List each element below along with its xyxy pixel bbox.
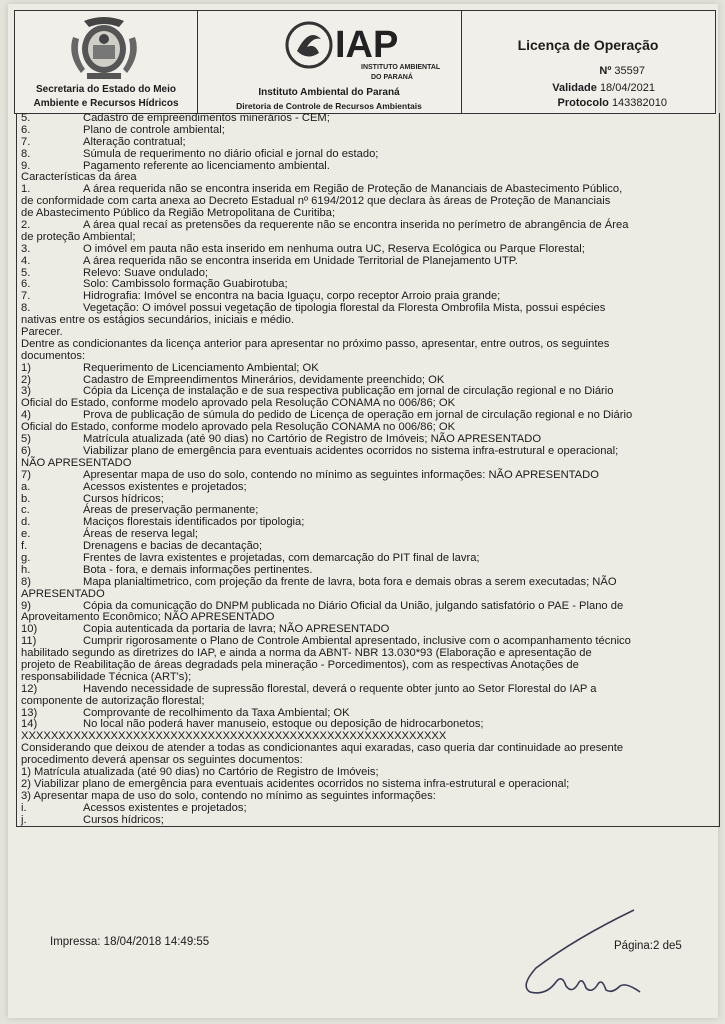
line-number: 1. bbox=[21, 183, 31, 196]
line-number: 4. bbox=[21, 254, 31, 267]
validity-date: 18/04/2021 bbox=[599, 82, 655, 94]
line-number: 9) bbox=[21, 599, 31, 612]
line-number: d. bbox=[21, 516, 31, 529]
document-line bbox=[21, 339, 715, 351]
line-text: de Abastecimento Público da Região Metropolitana de Curitiba; bbox=[21, 207, 336, 220]
line-text: Havendo necessidade de supressão florestal, deverá o requente obter junto ao Setor Florestal do IAP a bbox=[83, 682, 597, 695]
line-number: 4) bbox=[21, 409, 31, 422]
line-number: 8. bbox=[21, 147, 31, 160]
line-text: habilitado segundo as diretrizes do IAP, e ainda a norma da ABNT- NBR 13.030*93 (Elaboração e apresentação de bbox=[21, 647, 592, 660]
line-text: 2) Viabilizar plano de emergência para eventuais acidentes ocorridos no sistema infra-estrutural e operacional; bbox=[21, 777, 570, 790]
line-number: 7) bbox=[21, 468, 31, 481]
line-text: de conformidade com carta anexa ao Decreto Estadual nº 6194/2012 que declara às áreas de Proteção de Mananciais bbox=[21, 195, 611, 208]
line-text: Cadastro de empreendimentos minerários - CEM; bbox=[83, 112, 330, 124]
validity-label: Validade bbox=[552, 82, 597, 94]
line-text: No local não poderá haver manuseio, estoque ou deposição de hidrocarbonetos; bbox=[83, 718, 484, 731]
line-number: 11) bbox=[21, 635, 37, 648]
line-number: a. bbox=[21, 480, 31, 493]
line-number: 10) bbox=[21, 623, 38, 636]
line-number: 5) bbox=[21, 433, 31, 446]
protocol-row bbox=[558, 97, 667, 109]
line-text: Drenagens e bacias de decantação; bbox=[83, 540, 263, 553]
line-number: 6. bbox=[21, 123, 31, 136]
page-number: Página:2 de5 bbox=[614, 940, 682, 952]
protocol-number: 143382010 bbox=[611, 97, 667, 109]
line-text: responsabilidade Técnica (ART's); bbox=[21, 670, 192, 683]
state-coat-of-arms-icon bbox=[59, 15, 149, 83]
secretaria-line-1: Secretaria do Estado do Meio bbox=[35, 84, 177, 95]
line-text: Viabilizar plano de emergência para eventuais acidentes ocorridos no sistema infra-estrutural e operacional; bbox=[83, 444, 619, 457]
line-number: 5. bbox=[21, 112, 31, 124]
line-text: Relevo: Suave ondulado; bbox=[83, 266, 209, 279]
line-text: Matrícula atualizada (até 90 dias) no Cartório de Registro de Imóveis; NÃO APRESENTADO bbox=[83, 433, 542, 446]
line-number: 2) bbox=[21, 373, 31, 386]
validity-row bbox=[552, 82, 655, 94]
header-iap bbox=[197, 11, 462, 113]
line-number: 7. bbox=[21, 290, 31, 303]
line-number: 2. bbox=[21, 219, 31, 232]
line-text: Parecer. bbox=[21, 326, 63, 339]
line-text: Acessos existentes e projetados; bbox=[83, 480, 247, 493]
line-text: Cópia da Licença de instalação e de sua respectiva publicação em jornal de circulação regional e no Diário bbox=[83, 385, 614, 398]
line-text: Plano de controle ambiental; bbox=[83, 123, 225, 136]
line-number: 6. bbox=[21, 278, 31, 291]
license-title: Licença de Operação bbox=[517, 37, 659, 53]
line-number: j. bbox=[21, 813, 27, 826]
line-text: Cursos hídricos; bbox=[83, 492, 164, 505]
line-number: 14) bbox=[21, 718, 38, 731]
line-text: Cópia da comunicação do DNPM publicada no Diário Oficial da União, julgando satisfatório o PAE - Plano de bbox=[83, 599, 624, 612]
line-text: Solo: Cambissolo formação Guabirotuba; bbox=[83, 278, 288, 291]
line-text: Acessos existentes e projetados; bbox=[83, 801, 247, 814]
line-text: Pagamento referente ao licenciamento ambiental. bbox=[83, 159, 330, 172]
iap-logo bbox=[285, 17, 445, 85]
line-text: Apresentar mapa de uso do solo, contendo no mínimo as seguintes informações: NÃO APRESENTADO bbox=[83, 468, 599, 481]
line-text: 1) Matrícula atualizada (até 90 dias) no Cartório de Registro de Imóveis; bbox=[21, 765, 379, 778]
line-text: Vegetação: O imóvel possui vegetação de tipologia florestal da Floresta Ombrofila Mista, possui espécies bbox=[83, 302, 606, 315]
line-number: f. bbox=[21, 540, 28, 553]
document-line bbox=[21, 815, 715, 827]
line-text: Áreas de preservação permanente; bbox=[83, 504, 259, 517]
document-line bbox=[21, 577, 715, 589]
line-number: 8) bbox=[21, 575, 31, 588]
line-text: A área qual recaí as pretensões da requerente não se encontra inserida no perímetro de abrangência de Área bbox=[83, 219, 629, 232]
license-number: 35597 bbox=[614, 65, 645, 77]
iap-logo-sub2: DO PARANÁ bbox=[371, 74, 413, 81]
line-text: Alteração contratual; bbox=[83, 135, 186, 148]
document-header bbox=[14, 10, 716, 114]
iap-logo-text: IAP bbox=[335, 24, 399, 66]
line-text: Oficial do Estado, conforme modelo aprovado pela Resolução CONAMA no 006/86; OK bbox=[21, 397, 456, 410]
line-number: 3. bbox=[21, 242, 31, 255]
line-text: componente de autorização florestal; bbox=[21, 694, 205, 707]
line-text: Requerimento de Licenciamento Ambiental; OK bbox=[83, 361, 319, 374]
line-number: 9. bbox=[21, 159, 31, 172]
secretaria-line-2: Ambiente e Recursos Hídricos bbox=[33, 98, 179, 109]
line-text: Considerando que deixou de atender a todas as condicionantes aqui exaradas, caso queria dar continuidade ao presente bbox=[21, 742, 624, 755]
line-text: documentos: bbox=[21, 349, 86, 362]
signature bbox=[516, 908, 666, 1008]
line-number: 6) bbox=[21, 444, 31, 457]
line-text: A área requerida não se encontra inserida em Região de Proteção de Mananciais de Abastecimento Público, bbox=[83, 183, 623, 196]
line-text: O imóvel em pauta não esta inserido em nenhuma outra UC, Reserva Ecológica ou Parque Florestal; bbox=[83, 242, 585, 255]
line-text: projeto de Reabilitação de áreas degradads pela mineração - Porcedimentos), com as respectivas Anotações de bbox=[21, 658, 579, 671]
line-text: Maciços florestais identificados por tipologia; bbox=[83, 516, 305, 529]
license-number-row bbox=[599, 65, 645, 77]
line-text: Cursos hídricos; bbox=[83, 813, 164, 826]
line-text: Bota - fora, e demais informações pertinentes. bbox=[83, 563, 313, 576]
iap-name: Instituto Ambiental do Paraná bbox=[258, 87, 400, 98]
iap-directorate: Diretoria de Controle de Recursos Ambientais bbox=[236, 101, 422, 111]
iap-logo-sub1: INSTITUTO AMBIENTAL bbox=[361, 64, 441, 71]
line-text: Hidrografia: Imóvel se encontra na bacia Iguaçu, corpo receptor Arroio praia grande; bbox=[83, 290, 501, 303]
line-number: 8. bbox=[21, 302, 31, 315]
line-text: Áreas de reserva legal; bbox=[83, 528, 199, 541]
license-number-label: Nº bbox=[599, 65, 612, 77]
header-secretaria bbox=[15, 11, 198, 113]
line-text: 3) Apresentar mapa de uso do solo, contendo no mínimo as seguintes informações: bbox=[21, 789, 436, 802]
line-text: Frentes de lavra existentes e projetadas, com demarcação do PIT final de lavra; bbox=[83, 551, 480, 564]
line-text: Aproveitamento Econômico; NÃO APRESENTADO bbox=[21, 611, 275, 624]
header-license-info bbox=[461, 11, 715, 113]
line-text: nativas entre os estágios secundários, iniciais e médio. bbox=[21, 314, 294, 327]
line-number: 13) bbox=[21, 706, 38, 719]
line-number: i. bbox=[21, 801, 27, 814]
line-text: XXXXXXXXXXXXXXXXXXXXXXXXXXXXXXXXXXXXXXXXXXXXXXXXXXXXXXXXX bbox=[21, 730, 447, 743]
line-text: Súmula de requerimento no diário oficial e jornal do estado; bbox=[83, 147, 379, 160]
line-text: Prova de publicação de súmula do pedido de Licença de operação em jornal de circulação regional e no Diário bbox=[83, 409, 633, 422]
line-text: Comprovante de recolhimento da Taxa Ambiental; OK bbox=[83, 706, 350, 719]
line-number: 5. bbox=[21, 266, 31, 279]
line-number: h. bbox=[21, 563, 31, 576]
document-body bbox=[16, 113, 720, 827]
line-number: 3) bbox=[21, 385, 31, 398]
document-line bbox=[21, 315, 715, 327]
line-text: de proteção Ambiental; bbox=[21, 230, 136, 243]
line-text: APRESENTADO bbox=[21, 587, 105, 600]
line-text: Características da área bbox=[21, 171, 137, 184]
protocol-label: Protocolo bbox=[557, 97, 609, 109]
line-text: Copia autenticada da portaria de lavra; NÃO APRESENTADO bbox=[83, 623, 390, 636]
line-text: A área requerida não se encontra inserida em Unidade Territorial de Planejamento UTP. bbox=[83, 254, 518, 267]
line-text: Dentre as condicionantes da licença anterior para apresentar no próximo passo, apresentar, entre outros, os seguintes bbox=[21, 337, 610, 350]
line-number: g. bbox=[21, 551, 31, 564]
line-text: procedimento deverá apensar os seguintes documentos: bbox=[21, 754, 303, 767]
line-number: 7. bbox=[21, 135, 31, 148]
line-number: 1) bbox=[21, 361, 31, 374]
line-number: 12) bbox=[21, 682, 38, 695]
line-text: Cumprir rigorosamente o Plano de Controle Ambiental apresentado, inclusive com o acompanhamento técnico bbox=[83, 635, 631, 648]
line-number: e. bbox=[21, 528, 31, 541]
print-timestamp: Impressa: 18/04/2018 14:49:55 bbox=[50, 936, 210, 948]
line-text: NÃO APRESENTADO bbox=[21, 456, 132, 469]
line-text: Cadastro de Empreendimentos Minerários, devidamente preenchido; OK bbox=[83, 373, 445, 386]
line-text: Oficial do Estado, conforme modelo aprovado pela Resolução CONAMA no 006/86; OK bbox=[21, 421, 456, 434]
line-number: b. bbox=[21, 492, 31, 505]
line-number: c. bbox=[21, 504, 30, 517]
line-text: Mapa planialtimetrico, com projeção da frente de lavra, bota fora e demais obras a serem executadas; NÃO bbox=[83, 575, 617, 588]
